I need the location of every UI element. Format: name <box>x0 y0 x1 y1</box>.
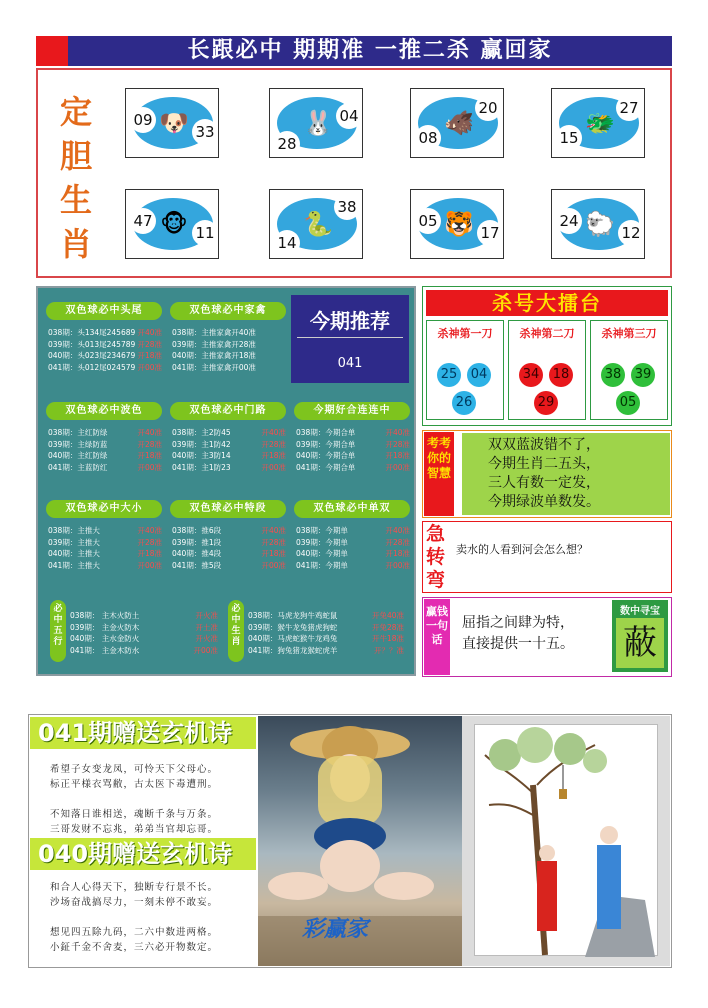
row-result: 开00准 <box>261 560 286 570</box>
table-row <box>48 327 162 339</box>
dog-icon: 🐶 <box>159 109 189 137</box>
recommend-box <box>291 295 409 383</box>
zodiac-number: 15 <box>556 125 582 151</box>
zodiac-number: 05 <box>415 208 441 234</box>
table-row <box>296 439 410 451</box>
row-text: 039期：今期单 <box>296 537 348 547</box>
row-text: 041期：主推家禽开00准 <box>172 362 256 372</box>
row-result: 开00准 <box>261 462 286 472</box>
number-ball: 29 <box>534 391 558 415</box>
row-result: 开40准 <box>137 428 162 437</box>
table-row <box>172 560 286 572</box>
section-rows-special <box>172 525 286 571</box>
row-result: 开火准 <box>195 634 218 643</box>
tree-scene-illustration <box>475 725 659 957</box>
poem-issue: 041 <box>38 719 89 747</box>
zodiac-card <box>125 189 219 259</box>
money-line: 屈指之间肆为特， <box>462 615 574 631</box>
row-result: 开28准 <box>385 439 410 449</box>
row-text: 040期：主红防绿 <box>48 451 108 460</box>
row-text: 040期：头023尾234679 <box>48 351 136 360</box>
row-text: 038期：主推家禽开40准 <box>172 328 256 337</box>
section-title-wave: 双色球必中波色 <box>46 402 162 420</box>
row-result: 开00准 <box>137 462 162 472</box>
zodiac-card <box>125 88 219 158</box>
table-row <box>48 537 162 549</box>
row-text: 040期：推4段 <box>172 549 222 558</box>
poem-041-body <box>50 762 258 837</box>
number-ball: 18 <box>549 363 573 387</box>
number-ball: 05 <box>616 391 640 415</box>
section-rows-oddeven <box>296 525 410 571</box>
table-row <box>248 633 404 645</box>
header-red-block <box>36 36 68 66</box>
row-result: 开28准 <box>261 537 286 547</box>
section-title-tail: 双色球必中头尾 <box>46 302 162 320</box>
poem-title-text: 期赠送玄机诗 <box>88 719 233 747</box>
sheep-icon: 🐑 <box>585 210 615 238</box>
zodiac-number: 24 <box>556 208 582 234</box>
row-text: 041期：头012尾024579 <box>48 362 136 372</box>
zodiac-title: 定胆生肖 <box>59 93 92 263</box>
knife-box <box>590 320 668 420</box>
illustration-card <box>474 724 658 956</box>
row-text: 039期：主推大 <box>48 537 100 547</box>
row-result: 开00准 <box>137 362 162 372</box>
table-row <box>172 350 286 362</box>
poem-line: 标正平様衣骂敝，古太医下毒遭刑。 <box>50 779 219 790</box>
table-row <box>248 645 404 657</box>
money-line: 直接提供一十五。 <box>462 636 574 652</box>
zodiac-number: 27 <box>616 95 642 121</box>
row-text: 039期：头013尾245789 <box>48 339 136 349</box>
row-result: 开00准 <box>385 462 410 472</box>
row-text: 040期：主推大 <box>48 549 100 558</box>
zodiac-number: 47 <box>130 208 156 234</box>
row-result: 开28准 <box>137 439 162 449</box>
table-row <box>48 362 162 374</box>
table-row <box>248 610 404 622</box>
number-ball: 34 <box>519 363 543 387</box>
row-text: 039期：今期合单 <box>296 439 356 449</box>
poem-line: 想见四五除九码，二六中数进两格。 <box>50 927 219 938</box>
zodiac-number: 04 <box>336 103 362 129</box>
table-row <box>172 327 286 339</box>
row-result: 开40准 <box>385 526 410 535</box>
row-text: 039期：主1防42 <box>172 439 231 449</box>
money-tag: 赢钱一句话 <box>424 599 450 675</box>
row-text: 038期：主红防绿 <box>48 428 108 437</box>
row-text: 039期：猴牛龙兔猪虎狗蛇 <box>248 622 338 632</box>
table-row <box>296 427 410 439</box>
section-rows-element <box>70 610 218 656</box>
table-row <box>296 560 410 572</box>
riddle-line: 双双蓝波错不了， <box>488 437 600 453</box>
row-result: 开00准 <box>137 560 162 570</box>
row-result: 开40准 <box>261 526 286 535</box>
row-result: 开00准 <box>193 645 218 655</box>
row-result: 开40准 <box>137 328 162 337</box>
section-title-oddeven: 双色球必中单双 <box>294 500 410 518</box>
row-text: 038期：主2防45 <box>172 428 231 437</box>
zodiac-card <box>551 189 645 259</box>
poem-title-040 <box>30 838 256 870</box>
row-result: 开18准 <box>385 549 410 558</box>
table-row <box>48 462 162 474</box>
row-text: 041期：主推大 <box>48 560 100 570</box>
table-row <box>296 462 410 474</box>
row-result: 开火准 <box>195 611 218 620</box>
row-text: 041期：今期合单 <box>296 462 356 472</box>
number-ball: 38 <box>601 363 625 387</box>
side-tag-zodiac: 必中生肖 <box>228 600 244 662</box>
row-result: 开28准 <box>137 537 162 547</box>
table-row <box>48 548 162 560</box>
rabbit-icon: 🐰 <box>303 109 333 137</box>
row-result: 开牛18准 <box>371 634 404 643</box>
table-row <box>172 548 286 560</box>
poem-line: 和合人心得天下，独断专行景不长。 <box>50 882 219 893</box>
zodiac-number: 14 <box>274 230 300 256</box>
row-text: 041期：狗兔猪龙猴蛇虎羊 <box>248 645 338 655</box>
zodiac-card <box>410 189 504 259</box>
row-text: 039期： 主金火防木 <box>70 622 140 632</box>
riddle-text <box>462 433 670 515</box>
row-text: 038期：头134尾245689 <box>48 328 136 337</box>
zodiac-number: 12 <box>618 220 644 246</box>
knife-label: 杀神第三刀 <box>601 327 657 340</box>
table-row <box>172 362 286 374</box>
row-result: 开18准 <box>385 451 410 460</box>
zodiac-number: 28 <box>274 131 300 157</box>
photo-image <box>258 716 462 966</box>
poem-title-041 <box>30 717 256 749</box>
zodiac-number: 08 <box>415 125 441 151</box>
row-text: 040期：今期单 <box>296 549 348 558</box>
row-text: 040期：今期合单 <box>296 451 356 460</box>
row-text: 038期：马虎龙狗牛鸡蛇鼠 <box>248 611 338 620</box>
row-result: 开兔28准 <box>371 622 404 632</box>
poem-line: 三哥发财不忘兆，弟弟当官却忘哥。 <box>50 824 219 835</box>
dragon-icon: 🐲 <box>585 109 615 137</box>
riddle-tag: 考考你的智慧 <box>424 432 454 516</box>
treasure-label: 数中寻宝 <box>620 606 660 617</box>
zodiac-card <box>410 88 504 158</box>
row-result: 开土准 <box>195 622 218 632</box>
row-text: 039期：主推家禽开28准 <box>172 339 256 349</box>
poem-issue: 040 <box>38 840 89 868</box>
row-text: 038期：今期单 <box>296 526 348 535</box>
side-tag-element: 必中五行 <box>50 600 66 662</box>
poem-title-text: 期赠送玄机诗 <box>88 840 233 868</box>
row-text: 038期：推6段 <box>172 526 222 535</box>
row-text: 038期： 主木火防土 <box>70 611 140 620</box>
row-text: 040期： 主水金防火 <box>70 634 140 643</box>
section-rows-gate <box>172 427 286 473</box>
knife-label: 杀神第一刀 <box>437 327 493 340</box>
riddle-line: 今期生肖二五头， <box>488 456 600 472</box>
section-rows-home <box>172 327 286 373</box>
twist-tag: 急转弯 <box>426 523 446 591</box>
section-title-streak: 今期好合连连中 <box>294 402 410 420</box>
watermark-text: 彩赢家 <box>302 917 369 942</box>
treasure-box <box>612 600 668 672</box>
section-title-size: 双色球必中大小 <box>46 500 162 518</box>
poem-line: 沙场奋战搞尽力，一刻未停不敢妄。 <box>50 897 219 908</box>
table-row <box>172 439 286 451</box>
row-result: 开兔40准 <box>371 611 404 620</box>
table-row <box>172 450 286 462</box>
recommend-number: 041 <box>337 356 363 371</box>
section-title-gate: 双色球必中门路 <box>170 402 286 420</box>
row-text: 041期：推5段 <box>172 560 222 570</box>
section-title-special: 双色球必中特段 <box>170 500 286 518</box>
table-row <box>172 339 286 351</box>
row-text: 041期：主蓝防红 <box>48 462 108 472</box>
row-result: 开28准 <box>261 439 286 449</box>
table-row <box>70 645 218 657</box>
row-text: 040期：马虎蛇猴牛龙鸡兔 <box>248 634 338 643</box>
row-text: 038期：主推大 <box>48 526 100 535</box>
zodiac-number: 33 <box>192 119 218 145</box>
table-row <box>48 450 162 462</box>
poem-040-body <box>50 880 258 955</box>
number-ball: 26 <box>452 391 476 415</box>
table-row <box>172 525 286 537</box>
number-ball: 04 <box>467 363 491 387</box>
row-text: 040期：主3防14 <box>172 451 231 460</box>
row-text: 041期： 主金木防水 <box>70 645 140 655</box>
poem-line: 小鉦千金不舍麦，三六必开物数定。 <box>50 942 219 953</box>
table-row <box>48 350 162 362</box>
table-row <box>248 622 404 634</box>
zodiac-card <box>269 88 363 158</box>
row-text: 040期：主推家禽开18准 <box>172 351 256 360</box>
row-result: 开40准 <box>385 428 410 437</box>
row-result: 开18准 <box>137 351 162 360</box>
zodiac-number: 20 <box>475 95 501 121</box>
table-row <box>172 462 286 474</box>
table-row <box>48 339 162 351</box>
riddle-line: 今期绿波单数发。 <box>488 494 600 510</box>
row-result: 开28准 <box>385 537 410 547</box>
section-rows-size <box>48 525 162 571</box>
number-ball: 25 <box>437 363 461 387</box>
zodiac-number: 09 <box>130 107 156 133</box>
row-result: 开18准 <box>137 549 162 558</box>
treasure-char: 蔽 <box>616 618 664 668</box>
row-result: 开18准 <box>137 451 162 460</box>
tiger-icon: 🐯 <box>444 210 474 238</box>
monkey-icon: 🐵 <box>160 210 188 238</box>
row-text: 038期：今期合单 <box>296 428 356 437</box>
section-rows-wave <box>48 427 162 473</box>
table-row <box>48 525 162 537</box>
section-title-home: 双色球必中家禽 <box>170 302 286 320</box>
zodiac-card <box>551 88 645 158</box>
table-row <box>296 450 410 462</box>
row-result: 开40准 <box>137 526 162 535</box>
row-result: 开18准 <box>261 451 286 460</box>
kill-title: 杀号大擂台 <box>426 290 668 316</box>
table-row <box>296 548 410 560</box>
recommend-title: 今期推荐 <box>310 309 390 333</box>
table-row <box>48 427 162 439</box>
zodiac-card <box>269 189 363 259</box>
table-row <box>70 622 218 634</box>
zodiac-number: 17 <box>477 220 503 246</box>
row-text: 039期：推1段 <box>172 537 222 547</box>
row-result: 开？？准 <box>374 645 404 655</box>
zodiac-number: 38 <box>334 194 360 220</box>
section-rows-tail <box>48 327 162 373</box>
snake-icon: 🐍 <box>303 210 333 238</box>
riddle-line: 三人有数一定发， <box>488 475 600 491</box>
row-text: 041期：今期单 <box>296 560 348 570</box>
number-ball: 39 <box>631 363 655 387</box>
zodiac-number: 11 <box>192 220 218 246</box>
money-text <box>462 613 574 655</box>
knife-label: 杀神第二刀 <box>519 327 575 340</box>
table-row <box>70 610 218 622</box>
twist-panel <box>422 521 672 593</box>
table-row <box>70 633 218 645</box>
section-rows-streak <box>296 427 410 473</box>
twist-text: 卖水的人看到河会怎么想？ <box>456 543 588 556</box>
row-result: 开28准 <box>137 339 162 349</box>
row-result: 开00准 <box>385 560 410 570</box>
row-text: 039期：主绿防蓝 <box>48 439 108 449</box>
table-row <box>296 525 410 537</box>
table-row <box>172 427 286 439</box>
table-row <box>48 439 162 451</box>
header-banner: 长跟必中 期期准 一推二杀 赢回家 <box>68 36 672 66</box>
row-text: 041期：主1防23 <box>172 462 231 472</box>
table-row <box>296 537 410 549</box>
section-rows-zodiac <box>248 610 404 656</box>
table-row <box>172 537 286 549</box>
knife-box <box>508 320 586 420</box>
poem-line: 希望子女变龙凤，可怜天下父母心。 <box>50 764 219 775</box>
row-result: 开18准 <box>261 549 286 558</box>
pig-icon: 🐗 <box>444 109 474 137</box>
table-row <box>48 560 162 572</box>
row-result: 开40准 <box>261 428 286 437</box>
knife-box <box>426 320 504 420</box>
poem-line: 不知落日谁相送，魂断千条与万条。 <box>50 809 219 820</box>
